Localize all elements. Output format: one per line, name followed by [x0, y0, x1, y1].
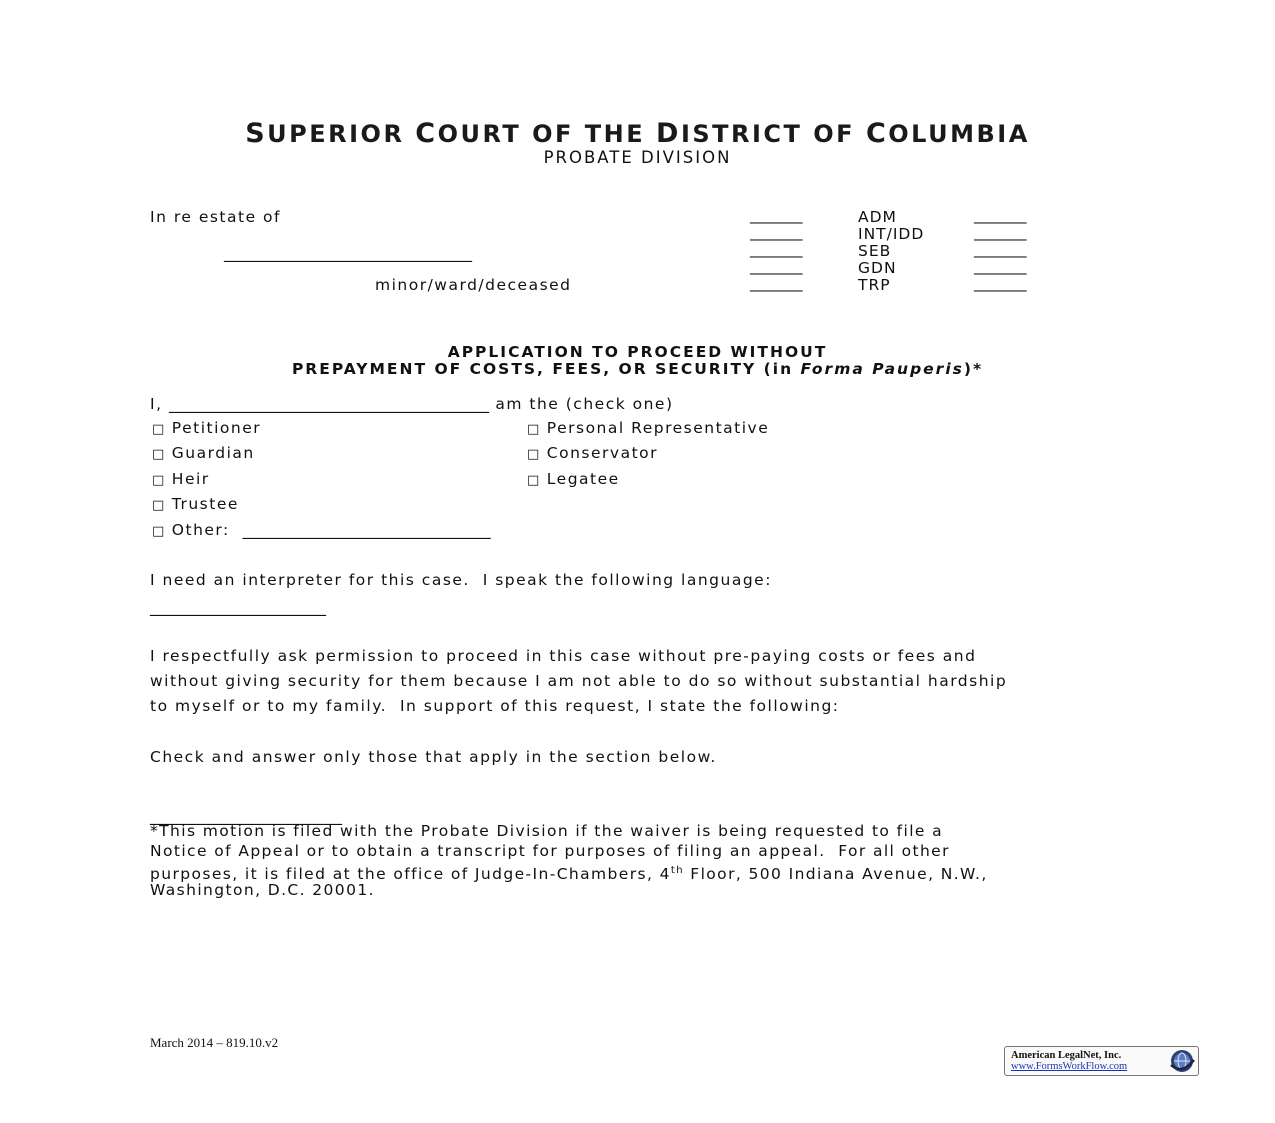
role-option-heir[interactable]: □ Heir — [152, 470, 210, 488]
case-code-label: INT/IDD — [858, 225, 925, 243]
court-title: SUPERIOR COURT OF THE DISTRICT OF COLUMBIA — [245, 118, 1030, 149]
checkbox-icon[interactable]: □ — [152, 524, 166, 539]
case-code-label: ADM — [858, 208, 897, 226]
checkbox-icon[interactable]: □ — [152, 422, 166, 437]
role-option-conservator[interactable]: □ Conservator — [527, 444, 659, 462]
case-code-label: TRP — [858, 276, 891, 294]
role-option-other[interactable]: □ Other: _______________________________ — [152, 520, 491, 539]
footnote-line-1: *This motion is filed with the Probate Division if the waiver is being requested to file a — [150, 822, 944, 840]
footnote-rule: ________________________ — [150, 806, 342, 825]
division-title: PROBATE DIVISION — [543, 148, 732, 167]
minor-ward-deceased-label: minor/ward/deceased — [375, 276, 572, 294]
case-code-label: GDN — [858, 259, 897, 277]
applicant-line: I, ________________________________________ am the (check one) — [150, 394, 674, 413]
checkbox-icon[interactable]: □ — [527, 447, 541, 462]
request-line-2: without giving security for them because I am not able to do so without substantial hardship — [150, 672, 1008, 690]
application-title-line1: APPLICATION TO PROCEED WITHOUT — [447, 343, 828, 361]
checkbox-icon[interactable]: □ — [152, 498, 166, 513]
badge-company-name: American LegalNet, Inc. — [1011, 1050, 1122, 1061]
interpreter-text: I need an interpreter for this case. I speak the following language: — [150, 571, 772, 589]
footnote-line-3: purposes, it is filed at the office of Judge-In-Chambers, 4th Floor, 500 Indiana Avenue, N.W., — [150, 865, 988, 884]
role-option-personal-representative[interactable]: □ Personal Representative — [527, 419, 770, 437]
checkbox-icon[interactable]: □ — [152, 447, 166, 462]
case-code-right-blank[interactable]: _______ — [974, 240, 1027, 258]
case-code-left-blank[interactable]: _______ — [750, 274, 803, 292]
checkbox-icon[interactable]: □ — [527, 422, 541, 437]
case-code-right-blank[interactable]: _______ — [974, 274, 1027, 292]
case-code-right-blank[interactable]: _______ — [974, 223, 1027, 241]
case-code-right-blank[interactable]: _______ — [974, 257, 1027, 275]
applicant-name-blank[interactable]: ________________________________________ — [168, 394, 489, 413]
application-title-line2: PREPAYMENT OF COSTS, FEES, OR SECURITY (in Forma Pauperis)* — [291, 360, 984, 378]
case-code-left-blank[interactable]: _______ — [750, 223, 803, 241]
case-code-left-blank[interactable]: _______ — [750, 257, 803, 275]
request-line-1: I respectfully ask permission to proceed in this case without pre-paying costs or fees and — [150, 647, 977, 665]
checkbox-icon[interactable]: □ — [152, 473, 166, 488]
checkbox-icon[interactable]: □ — [527, 473, 541, 488]
american-legalnet-badge[interactable] — [1004, 1046, 1199, 1076]
form-revision: March 2014 – 819.10.v2 — [150, 1035, 279, 1050]
in-re-label: In re estate of — [150, 208, 281, 226]
footnote-line-4: Washington, D.C. 20001. — [150, 881, 375, 899]
instruction-text: Check and answer only those that apply in the section below. — [150, 748, 717, 766]
role-option-petitioner[interactable]: □ Petitioner — [152, 419, 262, 437]
footnote-line-2: Notice of Appeal or to obtain a transcript for purposes of filing an appeal. For all other — [150, 842, 950, 860]
case-code-left-blank[interactable]: _______ — [750, 206, 803, 224]
globe-icon — [1168, 1048, 1196, 1074]
request-line-3: to myself or to my family. In support of this request, I state the following: — [150, 697, 840, 715]
case-code-label: SEB — [858, 242, 892, 260]
badge-url-link[interactable]: www.FormsWorkFlow.com — [1011, 1061, 1128, 1072]
estate-name-blank[interactable]: _______________________________ — [224, 243, 472, 262]
other-role-blank[interactable]: _______________________________ — [242, 520, 491, 539]
role-option-legatee[interactable]: □ Legatee — [527, 470, 620, 488]
role-option-trustee[interactable]: □ Trustee — [152, 495, 239, 513]
case-code-right-blank[interactable]: _______ — [974, 206, 1027, 224]
case-code-left-blank[interactable]: _______ — [750, 240, 803, 258]
role-option-guardian[interactable]: □ Guardian — [152, 444, 255, 462]
language-blank[interactable]: ______________________ — [150, 597, 326, 616]
